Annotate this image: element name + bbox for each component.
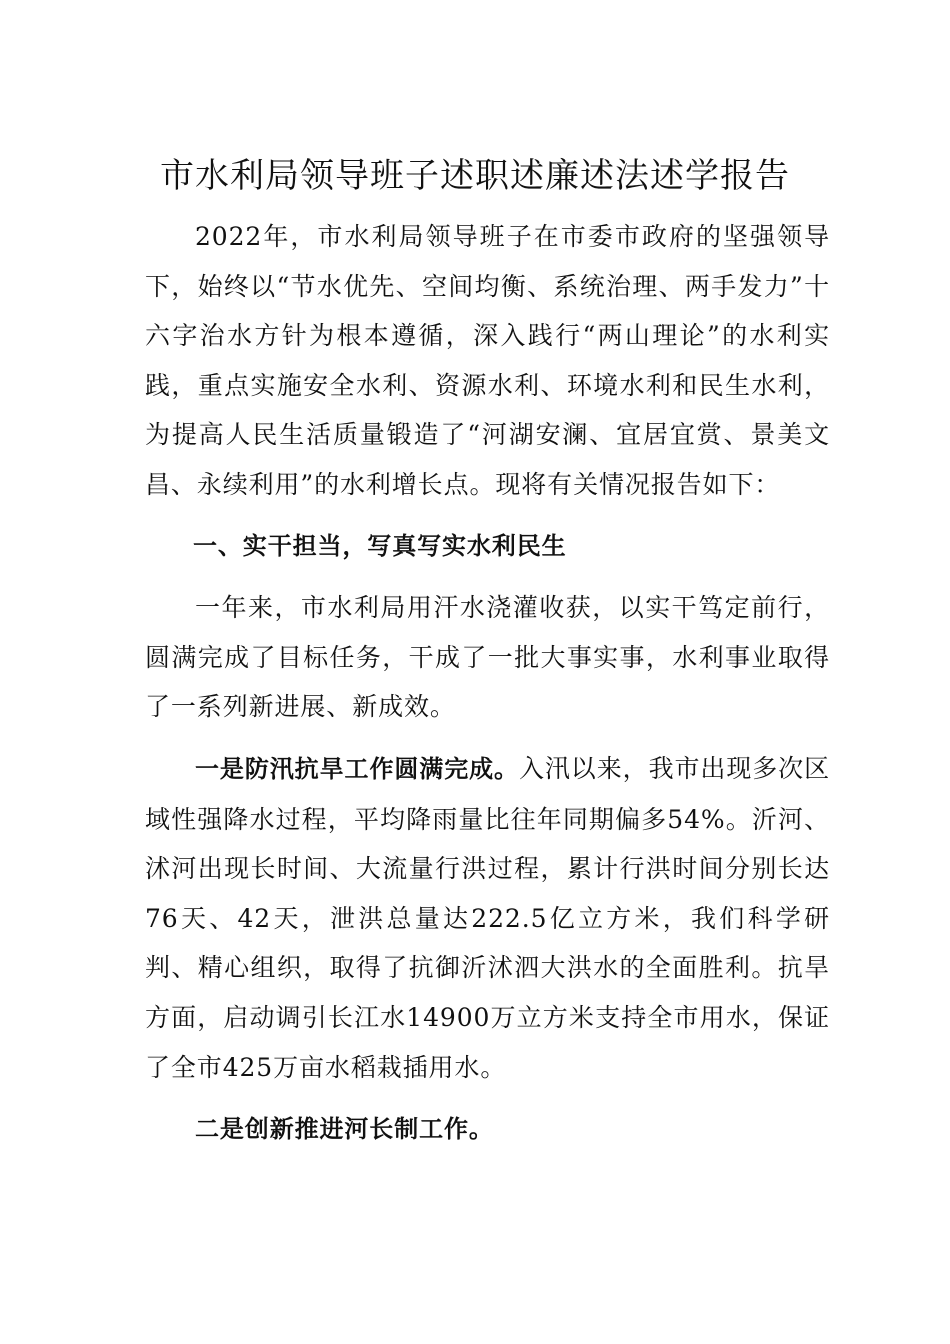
intro-paragraph: 2022年，市水利局领导班子在市委市政府的坚强领导下，始终以“节水优先、空间均衡、系统治理、两手发力”十六字治水方针为根本遵循，深入践行“两山理论”的水利实践，重点实施安全水利、资源水利、环境水利和民生水利，为提高人民生活质量锻造了“河湖安澜、宜居宜赏、景美文昌、永续利用”的水利增长点。现将有关情况报告如下： xyxy=(145,222,830,499)
point-lead-1: 一是防汛抗旱工作圆满完成。 xyxy=(195,754,519,783)
point-paragraph-2 xyxy=(145,1104,830,1155)
point-paragraph-1 xyxy=(145,744,830,1092)
document-title: 市水利局领导班子述职述廉述法述学报告 xyxy=(160,156,790,196)
section-paragraph: 一年来，市水利局用汗水浇灌收获，以实干笃定前行，圆满完成了目标任务，干成了一批大事实事，水利事业取得了一系列新进展、新成效。 xyxy=(145,593,830,722)
document-body xyxy=(145,212,830,1167)
section-heading: 一、实干担当，写真写实水利民生 xyxy=(193,531,567,560)
point-text-1: 入汛以来，我市出现多次区域性强降水过程，平均降雨量比往年同期偏多54%。沂河、沭河出现长时间、大流量行洪过程，累计行洪时间分别长达76天、42天，泄洪总量达222.5亿立方米，我们科学研判、精心组织，取得了抗御沂沭泗大洪水的全面胜利。抗旱方面，启动调引长江水14900万立方米支持全市用水，保证了全市425万亩水稻栽插用水。 xyxy=(145,753,830,1082)
point-lead-2: 二是创新推进河长制工作。 xyxy=(195,1115,494,1144)
